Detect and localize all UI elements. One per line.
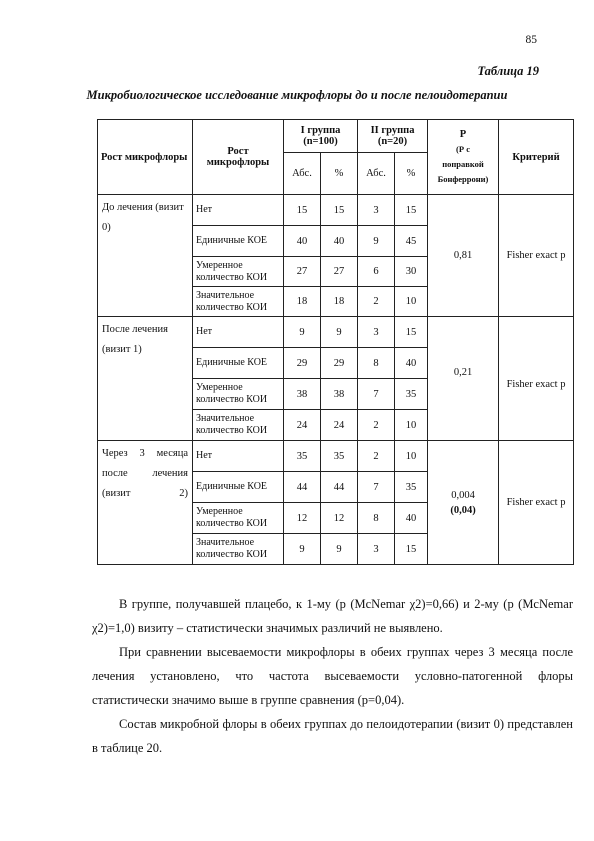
- g1-pct-cell: 40: [321, 226, 358, 257]
- header-criterion: Критерий: [499, 120, 574, 195]
- category-cell: Нет: [193, 195, 284, 226]
- g1-pct-cell: 27: [321, 257, 358, 287]
- category-cell: Единичные КОЕ: [193, 472, 284, 503]
- header-col2: Рост микрофлоры: [193, 120, 284, 195]
- g1-pct-cell: 35: [321, 441, 358, 472]
- visit-label: До лечения (визит 0): [98, 195, 193, 317]
- category-cell: Умеренное количество КОИ: [193, 379, 284, 410]
- g2-abs-cell: 2: [358, 410, 395, 441]
- header-g1-abs: Абс.: [284, 153, 321, 195]
- criterion-cell: Fisher exact p: [499, 317, 574, 441]
- category-cell: Значительное количество КОИ: [193, 534, 284, 565]
- g1-pct-cell: 44: [321, 472, 358, 503]
- paragraph: Состав микробной флоры в обеих группах до пелоидотерапии (визит 0) представлен в таблице 20.: [92, 717, 573, 755]
- header-g1-pct: %: [321, 153, 358, 195]
- g1-abs-cell: 9: [284, 534, 321, 565]
- table-row: [98, 317, 574, 348]
- header-p-line4: Бонферрони): [437, 174, 489, 184]
- g1-abs-cell: 15: [284, 195, 321, 226]
- category-cell: Умеренное количество КОИ: [193, 503, 284, 534]
- g1-pct-cell: 29: [321, 348, 358, 379]
- p-value-cell: [428, 441, 499, 565]
- g2-abs-cell: 6: [358, 257, 395, 287]
- g1-abs-cell: 35: [284, 441, 321, 472]
- table-row: [98, 441, 574, 472]
- header-p-line3: поправкой: [442, 159, 484, 169]
- g1-abs-cell: 40: [284, 226, 321, 257]
- p-value-corrected: (0,04): [450, 504, 476, 516]
- g1-pct-cell: 9: [321, 534, 358, 565]
- g2-abs-cell: 7: [358, 379, 395, 410]
- paragraph: При сравнении высеваемости микрофлоры в обеих группах через 3 месяца после лечения установлено, что частота высеваемости условно-патогенной флоры статистически значимо выше в группе сравнения (p=0,04).: [92, 645, 573, 707]
- g2-pct-cell: 10: [395, 410, 428, 441]
- p-value-cell: [428, 317, 499, 441]
- category-cell: Значительное количество КОИ: [193, 410, 284, 441]
- g2-abs-cell: 2: [358, 441, 395, 472]
- g2-pct-cell: 15: [395, 317, 428, 348]
- g1-abs-cell: 9: [284, 317, 321, 348]
- category-cell: Единичные КОЕ: [193, 226, 284, 257]
- g1-abs-cell: 27: [284, 257, 321, 287]
- microflora-table: [97, 119, 574, 565]
- g2-pct-cell: 15: [395, 534, 428, 565]
- header-col1: Рост микрофлоры: [98, 120, 193, 195]
- category-cell: Нет: [193, 317, 284, 348]
- category-cell: Умеренное количество КОИ: [193, 257, 284, 287]
- category-cell: Единичные КОЕ: [193, 348, 284, 379]
- g2-abs-cell: 8: [358, 348, 395, 379]
- g2-abs-cell: 3: [358, 195, 395, 226]
- g2-abs-cell: 3: [358, 534, 395, 565]
- g2-pct-cell: 45: [395, 226, 428, 257]
- p-value: 0,81: [453, 250, 473, 261]
- header-p-line2: (Р с: [456, 144, 470, 154]
- g2-pct-cell: 15: [395, 195, 428, 226]
- table-row: [98, 195, 574, 226]
- g2-pct-cell: 40: [395, 503, 428, 534]
- g1-abs-cell: 18: [284, 287, 321, 317]
- header-p-line1: Р: [459, 129, 467, 140]
- g2-abs-cell: 7: [358, 472, 395, 503]
- g2-pct-cell: 10: [395, 287, 428, 317]
- visit-label: Через 3 месяца после лечения (визит 2): [98, 441, 193, 565]
- category-cell: Нет: [193, 441, 284, 472]
- g1-pct-cell: 15: [321, 195, 358, 226]
- g2-abs-cell: 9: [358, 226, 395, 257]
- p-value: 0,004: [451, 489, 475, 501]
- criterion-cell: Fisher exact p: [499, 195, 574, 317]
- g1-abs-cell: 29: [284, 348, 321, 379]
- g2-abs-cell: 3: [358, 317, 395, 348]
- g1-pct-cell: 38: [321, 379, 358, 410]
- criterion-cell: Fisher exact p: [499, 441, 574, 565]
- table-caption: Таблица 19: [477, 64, 539, 78]
- g1-abs-cell: 44: [284, 472, 321, 503]
- p-value: 0,21: [453, 367, 473, 378]
- g1-abs-cell: 24: [284, 410, 321, 441]
- g1-pct-cell: 24: [321, 410, 358, 441]
- g2-abs-cell: 2: [358, 287, 395, 317]
- page-number: 85: [525, 34, 537, 46]
- g1-pct-cell: 9: [321, 317, 358, 348]
- p-value-cell: [428, 195, 499, 317]
- g2-pct-cell: 35: [395, 379, 428, 410]
- g1-abs-cell: 38: [284, 379, 321, 410]
- table-title: Микробиологическое исследование микрофлоры до и после пелоидотерапии: [86, 88, 508, 102]
- category-cell: Значительное количество КОИ: [193, 287, 284, 317]
- g2-pct-cell: 10: [395, 441, 428, 472]
- paragraph: В группе, получавшей плацебо, к 1-му (p (McNemar χ2)=0,66) и 2-му (p (McNemar χ2)=1,0) визиту – статистически значимых различий не выявлено.: [92, 597, 573, 635]
- header-group1: I группа (n=100): [284, 120, 358, 153]
- header-g2-pct: %: [395, 153, 428, 195]
- header-p: [428, 120, 499, 195]
- g2-pct-cell: 40: [395, 348, 428, 379]
- body-text: [92, 592, 573, 760]
- g2-abs-cell: 8: [358, 503, 395, 534]
- header-group2: II группа (n=20): [358, 120, 428, 153]
- g1-pct-cell: 18: [321, 287, 358, 317]
- header-g2-abs: Абс.: [358, 153, 395, 195]
- g2-pct-cell: 30: [395, 257, 428, 287]
- visit-label: После лечения (визит 1): [98, 317, 193, 441]
- g1-abs-cell: 12: [284, 503, 321, 534]
- g1-pct-cell: 12: [321, 503, 358, 534]
- g2-pct-cell: 35: [395, 472, 428, 503]
